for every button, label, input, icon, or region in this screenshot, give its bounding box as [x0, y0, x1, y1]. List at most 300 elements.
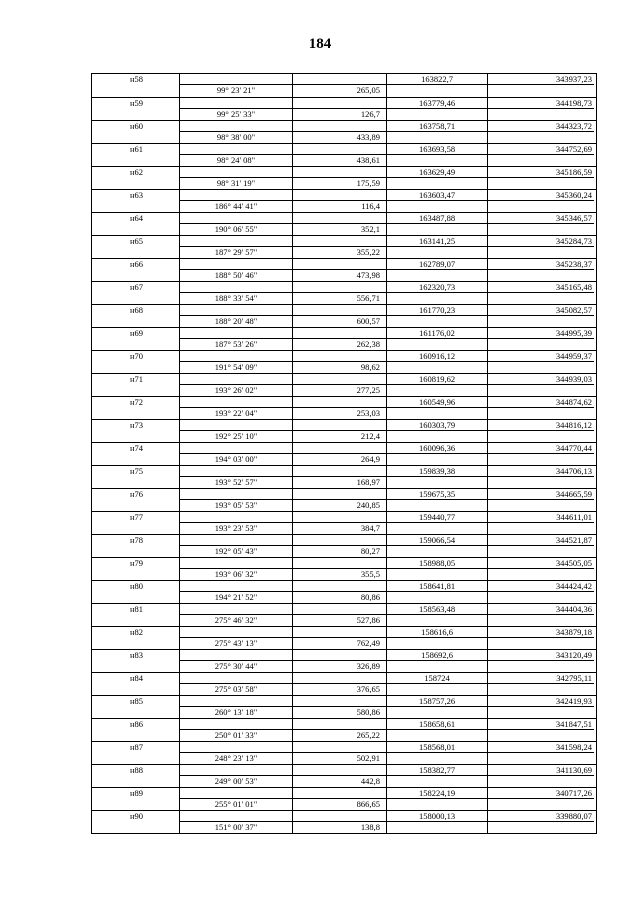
y-coordinate: 344939,03 [555, 374, 592, 384]
row-divider [387, 683, 487, 684]
row-divider [387, 338, 487, 339]
row-divider [387, 706, 487, 707]
angle-value: 192° 05' 43" [214, 546, 258, 556]
y-coordinate: 344874,62 [555, 397, 592, 407]
point-cell [92, 74, 180, 97]
point-name: н72 [130, 397, 144, 407]
y-coordinate: 344521,87 [555, 535, 592, 545]
point-name: н60 [130, 121, 144, 131]
angle-cell [180, 259, 293, 281]
table-row [92, 534, 596, 557]
length-cell [293, 512, 387, 534]
length-value: 502,91 [356, 753, 380, 763]
angle-cell [180, 742, 293, 764]
angle-value: 193° 05' 53" [214, 500, 258, 510]
x-coordinate: 163487,88 [418, 213, 456, 223]
x-cell [387, 604, 488, 626]
x-coordinate: 158616,6 [421, 627, 453, 637]
length-cell [293, 719, 387, 741]
table-row [92, 488, 596, 511]
y-coordinate: 340717,26 [555, 788, 592, 798]
length-cell [293, 397, 387, 419]
row-divider [488, 499, 594, 500]
x-coordinate: 158658,61 [418, 719, 456, 729]
length-value: 376,65 [356, 684, 380, 694]
point-name: н65 [130, 236, 144, 246]
point-name: н62 [130, 167, 144, 177]
y-cell [488, 74, 594, 97]
length-cell [293, 443, 387, 465]
row-divider [387, 177, 487, 178]
x-coordinate: 163693,58 [418, 144, 456, 154]
x-coordinate: 163141,25 [418, 236, 456, 246]
y-cell [488, 650, 594, 672]
x-coordinate: 159440,77 [418, 512, 456, 522]
y-cell [488, 742, 594, 764]
length-cell [293, 74, 387, 97]
y-coordinate: 343937,23 [555, 74, 592, 84]
x-cell [387, 443, 488, 465]
point-name: н69 [130, 328, 144, 338]
angle-cell [180, 719, 293, 741]
angle-value: 194° 03' 00" [214, 454, 258, 464]
x-cell [387, 558, 488, 580]
point-name: н59 [130, 98, 144, 108]
point-cell [92, 581, 180, 603]
y-cell [488, 374, 594, 396]
angle-value: 275° 46' 32" [214, 615, 258, 625]
x-coordinate: 158724 [424, 673, 450, 683]
angle-cell [180, 121, 293, 143]
table-row [92, 741, 596, 764]
x-coordinate: 159675,35 [418, 489, 456, 499]
point-name: н67 [130, 282, 144, 292]
x-cell [387, 351, 488, 373]
point-cell [92, 811, 180, 833]
row-divider [387, 752, 487, 753]
row-divider [387, 591, 487, 592]
angle-value: 194° 21' 52" [214, 592, 258, 602]
point-name: н66 [130, 259, 144, 269]
table-row [92, 580, 596, 603]
x-cell [387, 489, 488, 511]
table-row [92, 465, 596, 488]
y-coordinate: 341847,51 [555, 719, 592, 729]
length-value: 355,5 [360, 569, 380, 579]
row-divider [488, 798, 594, 799]
x-cell [387, 305, 488, 327]
x-cell [387, 742, 488, 764]
row-divider [488, 269, 594, 270]
x-coordinate: 158641,81 [418, 581, 456, 591]
angle-cell [180, 581, 293, 603]
length-value: 580,86 [356, 707, 380, 717]
y-cell [488, 604, 594, 626]
row-divider [488, 154, 594, 155]
x-coordinate: 158000,13 [418, 811, 456, 821]
row-divider [488, 568, 594, 569]
length-value: 212,4 [360, 431, 380, 441]
angle-cell [180, 788, 293, 810]
length-value: 438,61 [356, 155, 380, 165]
point-cell [92, 121, 180, 143]
y-cell [488, 489, 594, 511]
y-cell [488, 673, 594, 695]
point-cell [92, 259, 180, 281]
y-cell [488, 328, 594, 350]
x-coordinate: 160549,96 [418, 397, 456, 407]
y-coordinate: 345360,24 [555, 190, 592, 200]
angle-value: 188° 33' 54" [214, 293, 258, 303]
row-divider [488, 775, 594, 776]
y-coordinate: 344404,36 [555, 604, 592, 614]
row-divider [488, 246, 594, 247]
row-divider [387, 798, 487, 799]
point-name: н77 [130, 512, 144, 522]
angle-value: 187° 53' 26" [214, 339, 258, 349]
point-cell [92, 558, 180, 580]
row-divider [387, 154, 487, 155]
y-cell [488, 558, 594, 580]
angle-cell [180, 351, 293, 373]
angle-value: 188° 20' 48" [214, 316, 258, 326]
row-divider [387, 223, 487, 224]
angle-cell [180, 512, 293, 534]
length-value: 352,1 [360, 224, 380, 234]
point-cell [92, 788, 180, 810]
y-cell [488, 443, 594, 465]
angle-value: 193° 06' 32" [214, 569, 258, 579]
length-cell [293, 811, 387, 833]
row-divider [387, 108, 487, 109]
angle-cell [180, 190, 293, 212]
point-cell [92, 719, 180, 741]
angle-cell [180, 604, 293, 626]
row-divider [488, 614, 594, 615]
length-cell [293, 190, 387, 212]
length-cell [293, 650, 387, 672]
length-cell [293, 581, 387, 603]
table-row [92, 74, 596, 97]
y-cell [488, 236, 594, 258]
y-coordinate: 345186,59 [555, 167, 592, 177]
point-name: н89 [130, 788, 144, 798]
table-row [92, 787, 596, 810]
point-cell [92, 351, 180, 373]
angle-value: 193° 23' 53" [214, 523, 258, 533]
angle-cell [180, 98, 293, 120]
y-coordinate: 342795,11 [556, 673, 592, 683]
x-cell [387, 420, 488, 442]
row-divider [387, 430, 487, 431]
length-cell [293, 144, 387, 166]
point-name: н64 [130, 213, 144, 223]
point-cell [92, 742, 180, 764]
y-coordinate: 345082,57 [555, 305, 592, 315]
y-coordinate: 344816,12 [555, 420, 592, 430]
y-cell [488, 98, 594, 120]
length-value: 240,85 [356, 500, 380, 510]
y-coordinate: 344706,13 [555, 466, 592, 476]
x-coordinate: 163822,7 [421, 74, 453, 84]
row-divider [488, 683, 594, 684]
x-coordinate: 160916,12 [418, 351, 456, 361]
point-name: н74 [130, 443, 144, 453]
row-divider [488, 706, 594, 707]
point-name: н68 [130, 305, 144, 315]
y-coordinate: 344198,73 [555, 98, 592, 108]
point-name: н82 [130, 627, 144, 637]
table-row [92, 419, 596, 442]
point-name: н84 [130, 673, 144, 683]
angle-value: 193° 26' 02" [214, 385, 258, 395]
y-coordinate: 344611,01 [556, 512, 592, 522]
point-name: н63 [130, 190, 144, 200]
length-cell [293, 167, 387, 189]
x-coordinate: 158757,26 [418, 696, 456, 706]
angle-value: 275° 43' 13" [214, 638, 258, 648]
y-coordinate: 344770,44 [555, 443, 592, 453]
length-cell [293, 328, 387, 350]
point-name: н83 [130, 650, 144, 660]
length-cell [293, 489, 387, 511]
angle-cell [180, 650, 293, 672]
y-coordinate: 344424,42 [555, 581, 592, 591]
point-name: н81 [130, 604, 144, 614]
row-divider [488, 660, 594, 661]
row-divider [387, 476, 487, 477]
angle-value: 99° 23' 21" [216, 85, 256, 95]
row-divider [387, 384, 487, 385]
x-cell [387, 788, 488, 810]
point-name: н80 [130, 581, 144, 591]
length-value: 168,97 [356, 477, 380, 487]
angle-value: 191° 54' 09" [214, 362, 258, 372]
y-coordinate: 343120,49 [555, 650, 592, 660]
x-cell [387, 397, 488, 419]
y-cell [488, 121, 594, 143]
length-value: 262,38 [356, 339, 380, 349]
length-cell [293, 466, 387, 488]
angle-cell [180, 213, 293, 235]
row-divider [488, 108, 594, 109]
angle-cell [180, 282, 293, 304]
angle-cell [180, 443, 293, 465]
length-value: 277,25 [356, 385, 380, 395]
point-cell [92, 673, 180, 695]
angle-value: 98° 31' 19" [216, 178, 256, 188]
x-coordinate: 159066,54 [418, 535, 456, 545]
x-coordinate: 158224,19 [418, 788, 456, 798]
length-value: 384,7 [360, 523, 380, 533]
x-coordinate: 160303,79 [418, 420, 456, 430]
y-coordinate: 344323,72 [555, 121, 592, 131]
table-row [92, 373, 596, 396]
angle-value: 255° 01' 01" [214, 799, 258, 809]
point-cell [92, 98, 180, 120]
point-cell [92, 213, 180, 235]
table-row [92, 810, 596, 833]
y-cell [488, 788, 594, 810]
length-value: 265,05 [356, 85, 380, 95]
y-cell [488, 213, 594, 235]
point-cell [92, 236, 180, 258]
length-value: 265,22 [356, 730, 380, 740]
row-divider [387, 131, 487, 132]
point-name: н73 [130, 420, 144, 430]
angle-value: 186° 44' 41" [214, 201, 258, 211]
x-cell [387, 627, 488, 649]
length-value: 126,7 [360, 109, 380, 119]
point-cell [92, 282, 180, 304]
x-cell [387, 765, 488, 787]
x-cell [387, 121, 488, 143]
point-name: н87 [130, 742, 144, 752]
length-value: 116,4 [361, 201, 380, 211]
row-divider [387, 729, 487, 730]
length-cell [293, 535, 387, 557]
row-divider [488, 821, 594, 822]
length-value: 253,03 [356, 408, 380, 418]
table-row [92, 557, 596, 580]
x-cell [387, 535, 488, 557]
row-divider [488, 338, 594, 339]
point-cell [92, 489, 180, 511]
point-cell [92, 374, 180, 396]
row-divider [387, 292, 487, 293]
row-divider [488, 752, 594, 753]
x-cell [387, 236, 488, 258]
x-coordinate: 163603,47 [418, 190, 456, 200]
x-coordinate: 163629,49 [418, 167, 456, 177]
point-name: н78 [130, 535, 144, 545]
angle-cell [180, 167, 293, 189]
x-coordinate: 162320,73 [418, 282, 456, 292]
x-cell [387, 466, 488, 488]
y-cell [488, 351, 594, 373]
point-cell [92, 305, 180, 327]
angle-cell [180, 236, 293, 258]
row-divider [387, 315, 487, 316]
length-cell [293, 788, 387, 810]
row-divider [488, 476, 594, 477]
table-row [92, 304, 596, 327]
length-cell [293, 627, 387, 649]
angle-cell [180, 305, 293, 327]
point-name: н71 [130, 374, 144, 384]
length-cell [293, 604, 387, 626]
table-row [92, 235, 596, 258]
angle-value: 275° 03' 58" [214, 684, 258, 694]
row-divider [488, 522, 594, 523]
row-divider [488, 131, 594, 132]
point-cell [92, 535, 180, 557]
length-cell [293, 351, 387, 373]
point-cell [92, 328, 180, 350]
x-cell [387, 167, 488, 189]
page-number: 184 [308, 36, 332, 52]
row-divider [387, 821, 487, 822]
length-value: 264,9 [360, 454, 380, 464]
y-coordinate: 343879,18 [555, 627, 592, 637]
row-divider [387, 545, 487, 546]
row-divider [488, 223, 594, 224]
table-row [92, 189, 596, 212]
y-coordinate: 344995,39 [555, 328, 592, 338]
angle-value: 151° 00' 37" [214, 822, 258, 832]
x-cell [387, 581, 488, 603]
point-name: н79 [130, 558, 144, 568]
table-row [92, 718, 596, 741]
point-name: н70 [130, 351, 144, 361]
row-divider [387, 637, 487, 638]
table-row [92, 166, 596, 189]
x-coordinate: 158988,05 [418, 558, 456, 568]
angle-cell [180, 535, 293, 557]
angle-cell [180, 466, 293, 488]
row-divider [488, 84, 594, 85]
y-cell [488, 305, 594, 327]
x-coordinate: 163779,46 [418, 98, 456, 108]
y-coordinate: 342419,93 [555, 696, 592, 706]
row-divider [387, 200, 487, 201]
table-row [92, 603, 596, 626]
length-cell [293, 696, 387, 718]
y-cell [488, 466, 594, 488]
point-name: н86 [130, 719, 144, 729]
x-coordinate: 161770,23 [418, 305, 456, 315]
angle-cell [180, 74, 293, 97]
y-cell [488, 397, 594, 419]
point-name: н75 [130, 466, 144, 476]
x-cell [387, 673, 488, 695]
length-value: 355,22 [356, 247, 380, 257]
y-coordinate: 344959,37 [555, 351, 592, 361]
table-row [92, 350, 596, 373]
angle-value: 99° 25' 33" [216, 109, 256, 119]
y-coordinate: 344505,05 [555, 558, 592, 568]
row-divider [387, 269, 487, 270]
point-name: н58 [130, 74, 144, 84]
x-cell [387, 190, 488, 212]
x-cell [387, 811, 488, 833]
point-cell [92, 765, 180, 787]
row-divider [488, 407, 594, 408]
angle-cell [180, 489, 293, 511]
angle-cell [180, 144, 293, 166]
row-divider [488, 637, 594, 638]
y-coordinate: 345346,57 [555, 213, 592, 223]
y-cell [488, 167, 594, 189]
point-cell [92, 650, 180, 672]
x-cell [387, 144, 488, 166]
table-row [92, 764, 596, 787]
angle-value: 187° 29' 57" [214, 247, 258, 257]
point-name: н90 [130, 811, 144, 821]
y-cell [488, 282, 594, 304]
angle-cell [180, 627, 293, 649]
point-name: н76 [130, 489, 144, 499]
x-cell [387, 374, 488, 396]
point-name: н61 [130, 144, 144, 154]
row-divider [488, 200, 594, 201]
row-divider [488, 384, 594, 385]
row-divider [387, 453, 487, 454]
x-cell [387, 650, 488, 672]
point-cell [92, 144, 180, 166]
angle-cell [180, 673, 293, 695]
x-coordinate: 158568,01 [418, 742, 456, 752]
